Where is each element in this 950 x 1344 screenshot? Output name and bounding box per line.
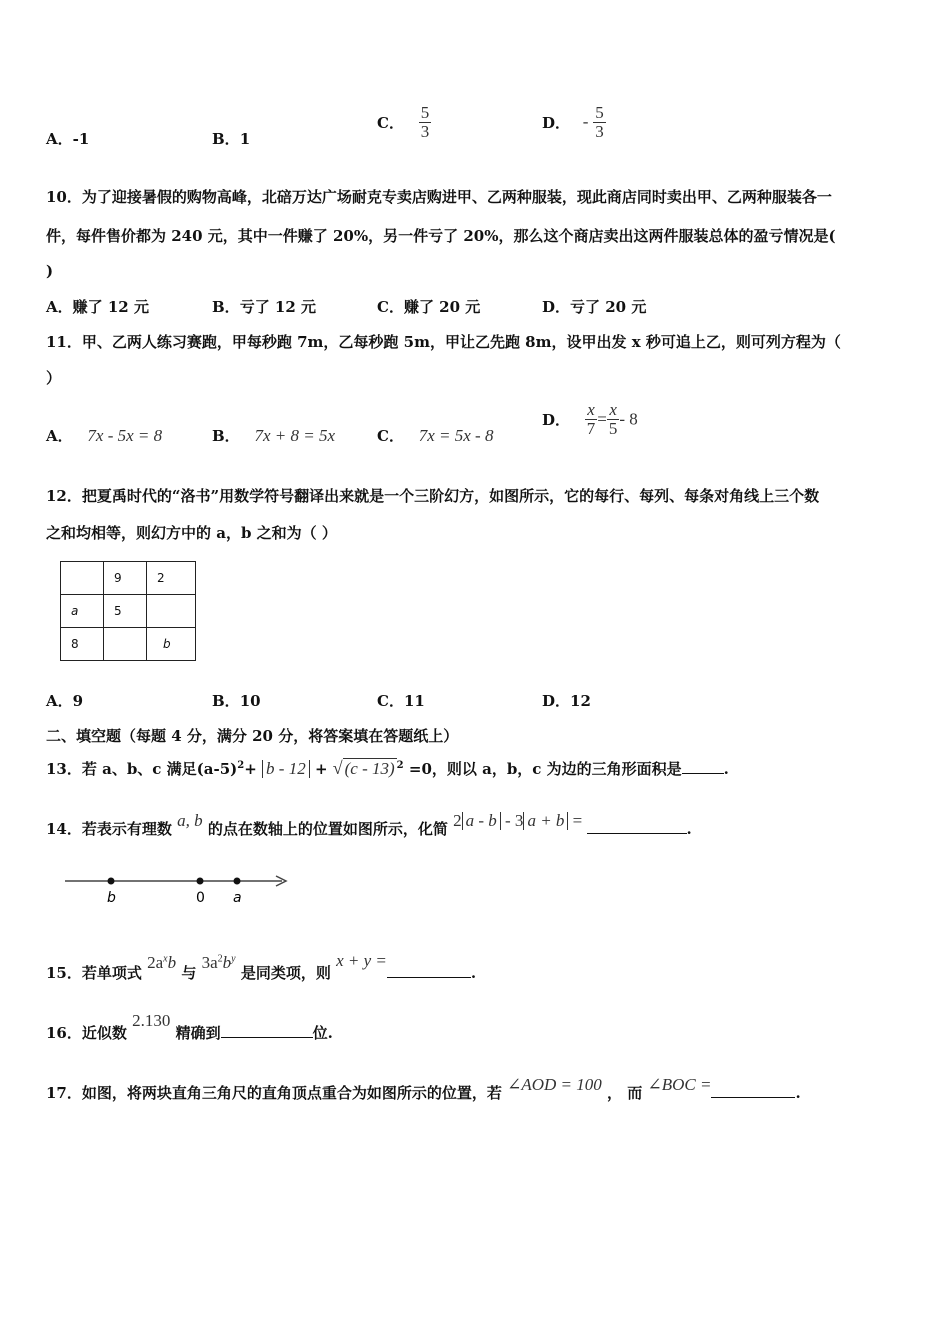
q15: 15．若单项式 $2a^xb$ 与 $3a^2b^y$ 是同类项，则 x + y =.: [46, 951, 477, 982]
fraction: $\frac{x}{5}$: [608, 400, 618, 438]
q9-option-b: B．1: [212, 130, 251, 148]
magic-square: [60, 561, 196, 661]
fraction: $\frac{5}{3}$: [420, 103, 430, 141]
q11-option-d: D． $\frac{x}{7}$ = $\frac{x}{5}$ - 8: [542, 400, 638, 438]
axis-label-a: a: [233, 890, 242, 906]
q12-line2: 之和均相等，则幻方中的 a，b 之和为（ ）: [46, 524, 337, 542]
point-b: [108, 878, 115, 885]
answer-blank[interactable]: [221, 1023, 313, 1038]
number-line: [60, 870, 295, 910]
magic-cell: 8: [61, 628, 104, 661]
magic-cell: [61, 562, 104, 595]
q12-option-b: B．10: [212, 692, 261, 710]
q10-line1: 10．为了迎接暑假的购物高峰，北碚万达广场耐克专卖店购进甲、乙两种服装，现此商店同时卖出甲、乙两种服装各一: [46, 188, 832, 206]
q17: 17．如图，将两块直角三角尺的直角顶点重合为如图所示的位置，若 ∠AOD = 100 ， 而 ∠BOC = .: [46, 1075, 801, 1102]
q10-option-d: D．亏了 20 元: [542, 298, 647, 316]
answer-blank[interactable]: [587, 819, 687, 834]
q11-option-c: C． 7x = 5x - 8: [377, 426, 494, 445]
point-a: [234, 878, 241, 885]
q12-option-d: D．12: [542, 692, 591, 710]
axis-label-zero: 0: [196, 890, 205, 906]
q10-line2: 件，每件售价都为 240 元，其中一件赚了 20%，另一件亏了 20%，那么这个商店卖出这两件服装总体的盈亏情况是(: [46, 227, 836, 245]
q12-option-c: C．11: [377, 692, 425, 710]
point-zero: [197, 878, 204, 885]
answer-blank[interactable]: [711, 1083, 795, 1098]
q16: 16．近似数 2.130 精确到 位.: [46, 1011, 333, 1042]
q10-line3: ): [46, 262, 54, 280]
q14: 14．若表示有理数 a, b 的点在数轴上的位置如图所示，化简 2 a - b - 3 a + b = .: [46, 811, 692, 838]
q9-option-a: A．-1: [46, 130, 90, 148]
magic-cell: a: [61, 595, 104, 628]
q11-option-a: A． 7x - 5x = 8: [46, 426, 163, 445]
grid-mark: [94, 660, 108, 661]
q11-option-b: B． 7x + 8 = 5x: [212, 426, 336, 445]
magic-cell: b: [147, 628, 196, 661]
q9-option-d: D． - $\frac{5}{3}$: [542, 103, 604, 141]
answer-blank[interactable]: [387, 963, 471, 978]
q11-line2: ）: [46, 369, 62, 387]
magic-cell: 9: [104, 562, 147, 595]
magic-cell: [147, 595, 196, 628]
fraction: $\frac{5}{3}$: [595, 103, 604, 141]
q13: 13．若 a、b、c 满足$(a-5)^2+ b - 12$ + √ (c - 13) $^2$ =0，则以 a，b，c 为边的三角形面积是 .: [46, 758, 729, 778]
magic-cell: [104, 628, 147, 661]
fraction: $\frac{x}{7}$: [586, 400, 596, 438]
answer-blank[interactable]: [682, 759, 724, 774]
q11-line1: 11．甲、乙两人练习赛跑，甲每秒跑 7m，乙每秒跑 5m，甲让乙先跑 8m，设甲出发 x 秒可追上乙，则可列方程为（: [46, 333, 841, 351]
axis-label-b: b: [107, 890, 116, 906]
q9-option-c: C． $\frac{5}{3}$: [377, 103, 430, 141]
q10-option-c: C．赚了 20 元: [377, 298, 481, 316]
magic-cell: 2: [147, 562, 196, 595]
magic-cell: 5: [104, 595, 147, 628]
q12-line1: 12．把夏禹时代的“洛书”用数学符号翻译出来就是一个三阶幻方，如图所示，它的每行、每列、每条对角线上三个数: [46, 487, 820, 505]
q10-option-b: B．亏了 12 元: [212, 298, 317, 316]
section-title: 二、填空题（每题 4 分，满分 20 分，将答案填在答题纸上）: [46, 727, 459, 745]
q10-option-a: A．赚了 12 元: [46, 298, 149, 316]
q12-option-a: A．9: [46, 692, 84, 710]
